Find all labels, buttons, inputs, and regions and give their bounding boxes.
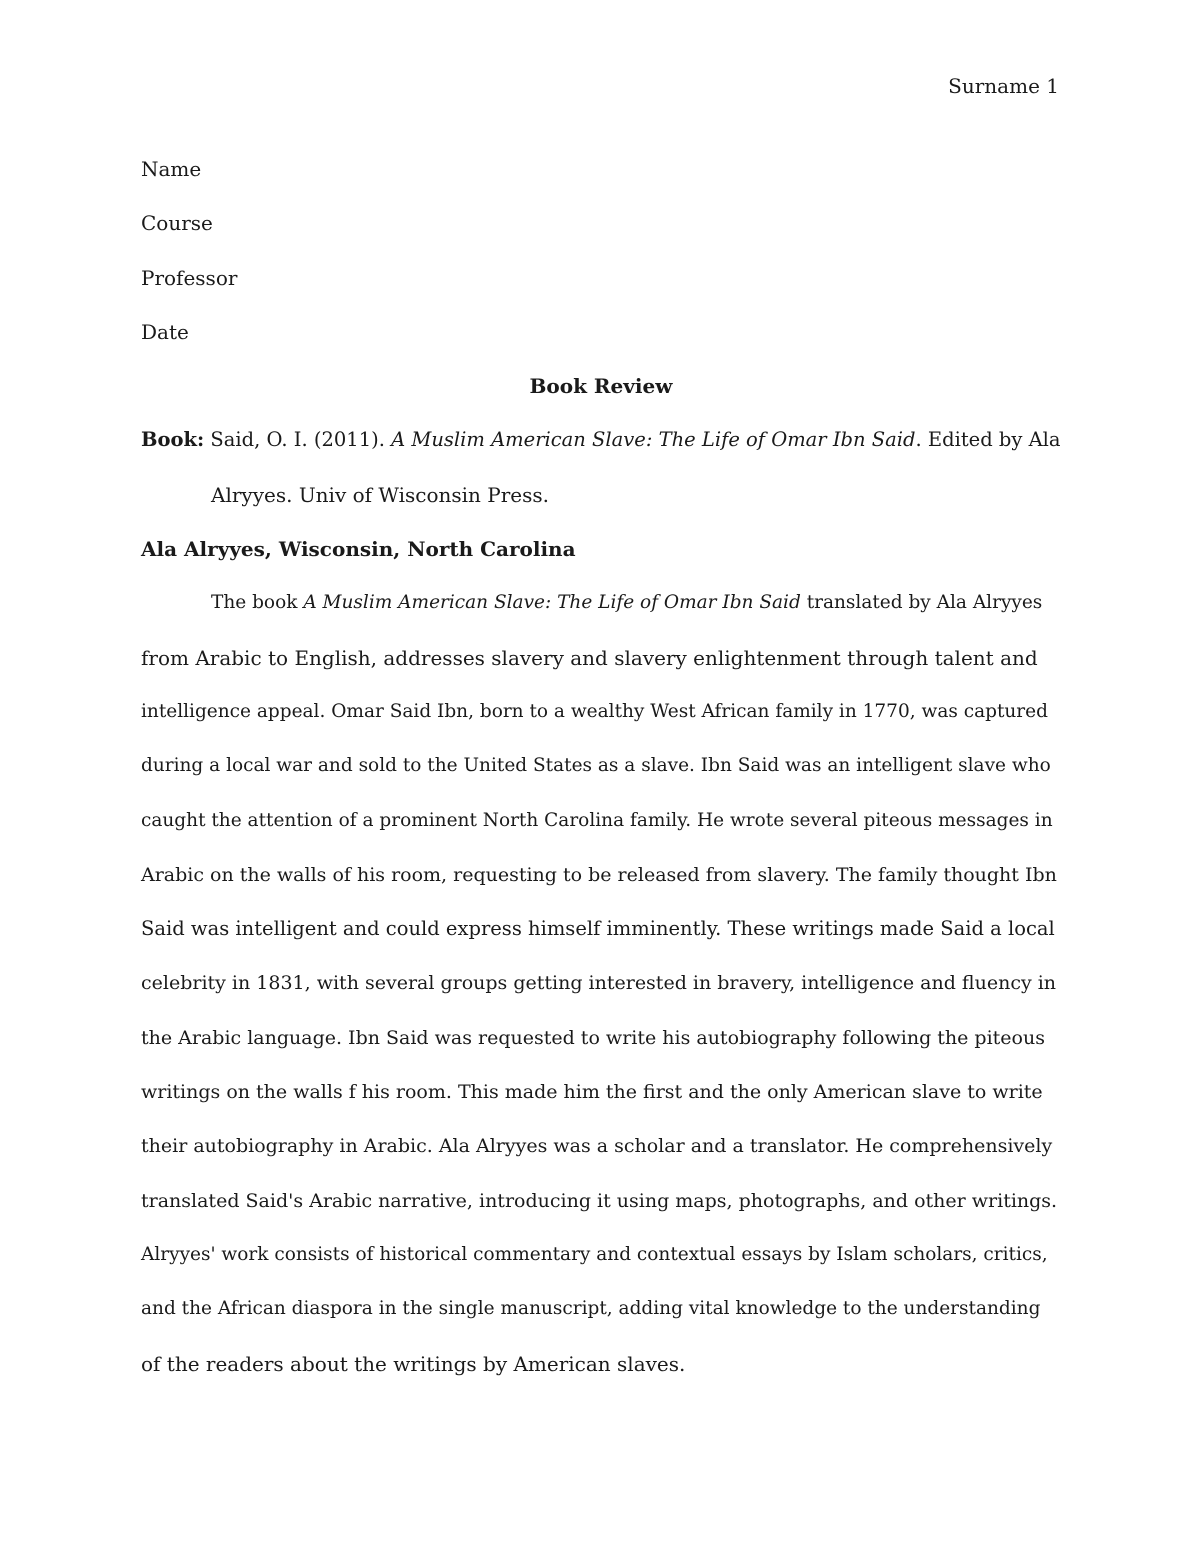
body-line: the Arabic language. Ibn Said was requested to write his autobiography following the piteous — [141, 1026, 1045, 1049]
body-line: translated Said's Arabic narrative, introducing it using maps, photographs, and other writings. — [141, 1189, 1058, 1212]
date: Date — [141, 319, 189, 344]
body-line-1 — [141, 576, 1061, 630]
body-line: from Arabic to English, addresses slavery and slavery enlightenment through talent and — [141, 645, 1038, 670]
citation-prefix: Said, O. I. (2011). — [210, 428, 385, 452]
body-line: of the readers about the writings by American slaves. — [141, 1351, 686, 1376]
body-line: and the African diaspora in the single manuscript, adding vital knowledge to the understanding — [141, 1298, 1041, 1320]
body-line: writings on the walls f his room. This made him the first and the only American slave to write — [141, 1081, 1043, 1104]
body-line-1-after: translated by Ala Alryyes — [806, 592, 1043, 614]
body-line: Arabic on the walls of his room, requesting to be released from slavery. The family thought Ibn — [141, 863, 1057, 886]
student-name: Name — [141, 157, 202, 181]
body-line: their autobiography in Arabic. Ala Alryyes was a scholar and a translator. He comprehensively — [141, 1135, 1053, 1158]
body-line-1-before: The book — [211, 592, 298, 614]
body-line: Alryyes' work consists of historical commentary and contextual essays by Islam scholars, critics, — [141, 1243, 1048, 1265]
professor-name: Professor — [141, 265, 238, 290]
body-line: intelligence appeal. Omar Said Ibn, born to a wealthy West African family in 1770, was captured — [141, 700, 1048, 722]
body-line: Said was intelligent and could express himself imminently. These writings made Said a local — [141, 917, 1055, 941]
citation-label: Book: — [141, 428, 205, 452]
body-line: celebrity in 1831, with several groups getting interested in bravery, intelligence and fluency in — [141, 972, 1057, 995]
body-book-title: A Muslim American Slave: The Life of Omar Ibn Said — [303, 592, 801, 614]
citation-book-title: A Muslim American Slave: The Life of Omar Ibn Said — [391, 428, 916, 452]
running-header: Surname 1 — [948, 74, 1059, 98]
body-line: during a local war and sold to the United States as a slave. Ibn Said was an intelligent slave who — [141, 755, 1051, 777]
document-title: Book Review — [529, 374, 673, 399]
citation-line-2: Alryyes. Univ of Wisconsin Press. — [211, 482, 550, 507]
body-line: caught the attention of a prominent North Carolina family. He wrote several piteous messages in — [141, 809, 1053, 831]
citation-suffix: . Edited by Ala — [915, 428, 1061, 452]
course-name: Course — [141, 211, 213, 236]
citation-line-1 — [141, 413, 1061, 467]
section-subheading: Ala Alryyes, Wisconsin, North Carolina — [141, 537, 576, 562]
document-body — [141, 142, 1061, 1391]
